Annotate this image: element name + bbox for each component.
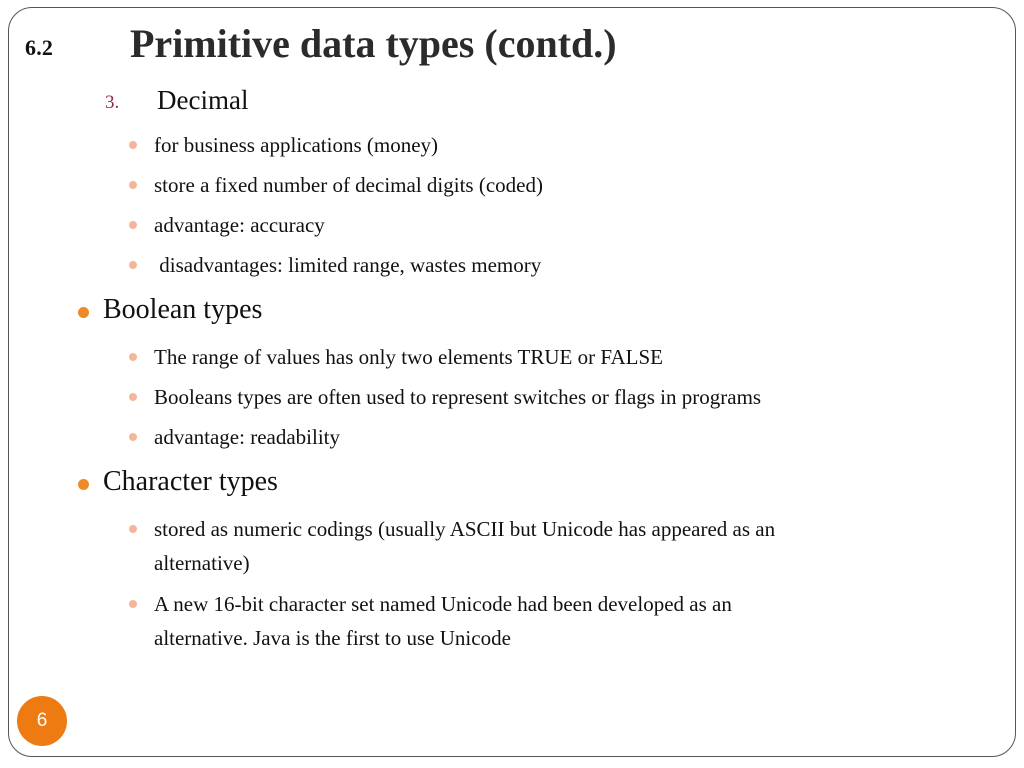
decimal-bullet-2: store a fixed number of decimal digits (coded) [154, 173, 543, 197]
sub-bullet-dot [129, 261, 137, 269]
sub-bullet-dot [129, 525, 137, 533]
section-heading-character: Character types [103, 466, 278, 497]
page-number-badge: 6 [17, 696, 67, 746]
sub-bullet-dot [129, 600, 137, 608]
sub-bullet-dot [129, 141, 137, 149]
section-number: 6.2 [25, 35, 54, 60]
sub-bullet-dot [129, 353, 137, 361]
boolean-bullet-1: The range of values has only two elements TRUE or FALSE [154, 345, 663, 369]
slide-title: Primitive data types (contd.) [130, 21, 617, 66]
character-bullet-2-line-2: alternative. Java is the first to use Unicode [154, 626, 511, 650]
decimal-bullet-3: advantage: accuracy [154, 213, 325, 237]
decimal-bullet-1: for business applications (money) [154, 133, 439, 157]
sub-bullet-dot [129, 433, 137, 441]
character-bullet-2-line-1: A new 16-bit character set named Unicode had been developed as an [154, 592, 732, 616]
sub-bullet-dot [129, 181, 137, 189]
numbered-item-marker: 3. [105, 92, 120, 113]
boolean-bullet-3: advantage: readability [154, 425, 340, 449]
sub-bullet-dot [129, 221, 137, 229]
sub-bullet-dot [129, 393, 137, 401]
main-bullet-dot [78, 479, 89, 490]
numbered-item-label: Decimal [157, 85, 249, 115]
main-bullet-dot [78, 307, 89, 318]
character-bullet-1-line-2: alternative) [154, 551, 250, 575]
decimal-bullet-4: disadvantages: limited range, wastes memory [154, 253, 542, 277]
section-heading-boolean: Boolean types [103, 294, 263, 325]
boolean-bullet-2: Booleans types are often used to represent switches or flags in programs [154, 385, 762, 409]
character-bullet-1-line-1: stored as numeric codings (usually ASCII but Unicode has appeared as an [154, 517, 776, 541]
